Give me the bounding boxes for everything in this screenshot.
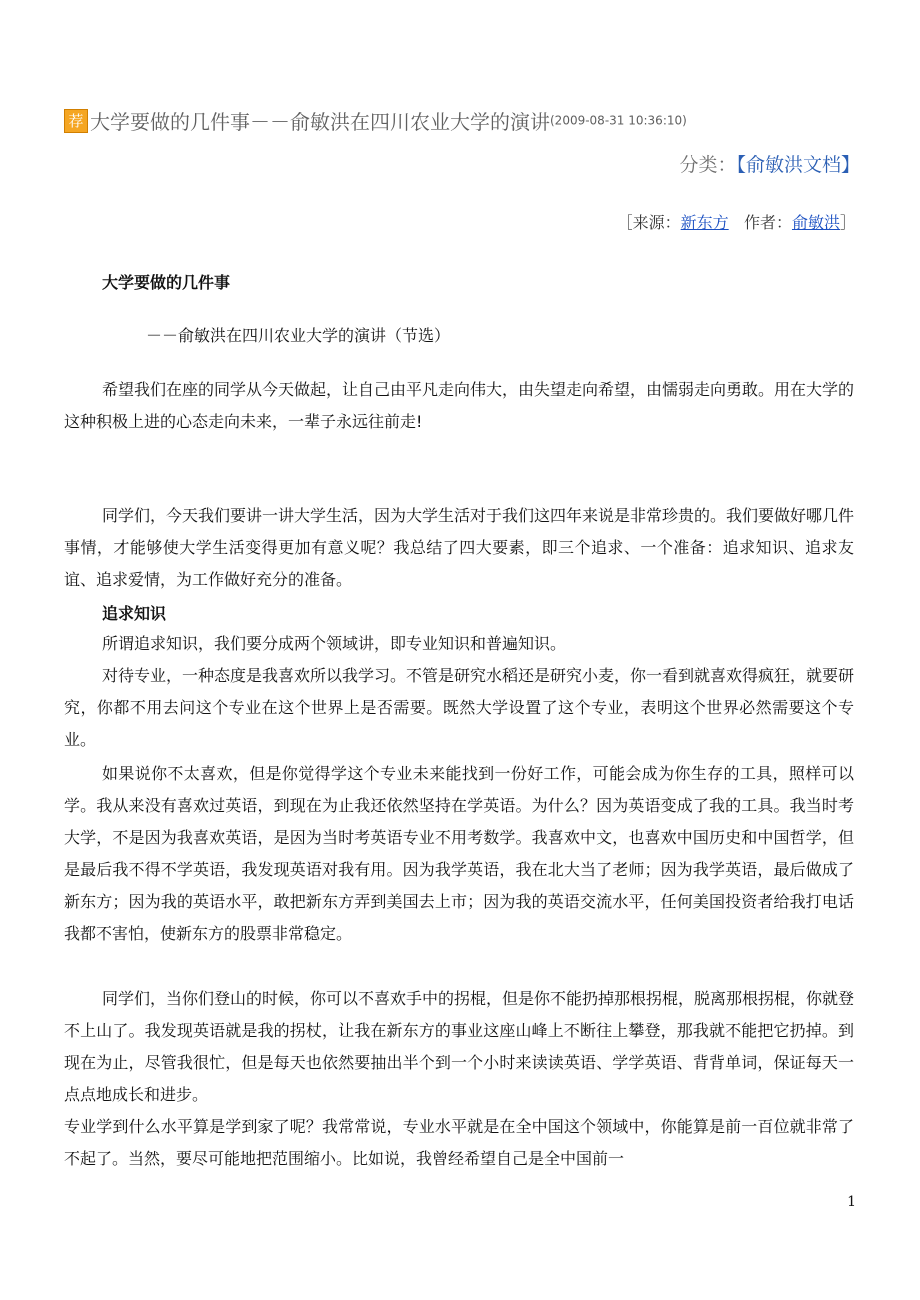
author-label: 作者：: [743, 213, 792, 232]
category-link[interactable]: 【俞敏洪文档】: [736, 154, 860, 176]
paragraph-3: 所谓追求知识，我们要分成两个领域讲，即专业知识和普遍知识。: [102, 634, 567, 653]
category-label: 分类：: [679, 154, 737, 176]
post-datetime: (2009-08-31 10:36:10): [550, 113, 687, 128]
category-line: [679, 150, 860, 177]
paragraph-2: 同学们，今天我们要讲一讲大学生活，因为大学生活对于我们这四年来说是非常珍贵的。我们要做好哪几件事情，才能够使大学生活变得更加有意义呢？我总结了四大要素，即三个追求、一个准备：追求知识、追求友谊、追求爱情，为工作做好充分的准备。: [64, 506, 855, 589]
source-link[interactable]: 新东方: [680, 213, 729, 232]
section-heading-knowledge: 追求知识: [102, 604, 167, 623]
paragraph-6: 同学们，当你们登山的时候，你可以不喜欢手中的拐棍，但是你不能扔掉那根拐棍，脱离那根拐棍，你就登不上山了。我发现英语就是我的拐杖，让我在新东方的事业这座山峰上不断往上攀登，那我就不能把它扔掉。到现在为止，尽管我很忙，但是每天也依然要抽出半个到一个小时来读读英语、学学英语、背背单词，保证每天一点点地成长和进步。: [64, 989, 855, 1104]
post-title-line: [64, 106, 864, 136]
author-link[interactable]: 俞敏洪: [791, 213, 840, 232]
paragraph-1: 希望我们在座的同学从今天做起，让自己由平凡走向伟大，由失望走向希望，由懦弱走向勇敢。用在大学的这种积极上进的心态走向未来，一辈子永远往前走!: [64, 380, 855, 431]
article-subtitle: －－俞敏洪在四川农业大学的演讲（节选）: [146, 326, 451, 345]
paragraph-4: 对待专业，一种态度是我喜欢所以我学习。不管是研究水稻还是研究小麦，你一看到就喜欢得疯狂，就要研究，你都不用去问这个专业在这个世界上是否需要。既然大学设置了这个专业，表明这个世界必然需要这个专业。: [64, 666, 855, 749]
paragraph-5: 如果说你不太喜欢，但是你觉得学这个专业未来能找到一份好工作，可能会成为你生存的工具，照样可以学。我从来没有喜欢过英语，到现在为止我还依然坚持在学英语。为什么？因为英语变成了我的工具。我当时考大学，不是因为我喜欢英语，是因为当时考英语专业不用考数学。我喜欢中文，也喜欢中国历史和中国哲学，但是最后我不得不学英语，我发现英语对我有用。因为我学英语，我在北大当了老师；因为我学英语，最后做成了新东方；因为我的英语水平，敢把新东方弄到美国去上市；因为我的英语交流水平，任何美国投资者给我打电话我都不害怕，使新东方的股票非常稳定。: [64, 764, 854, 943]
article-title: 大学要做的几件事: [102, 273, 231, 292]
source-close: ］: [839, 213, 856, 232]
source-label: ［来源：: [616, 213, 681, 232]
recommend-icon: 荐: [64, 109, 88, 133]
source-line: [617, 210, 856, 233]
paragraph-7: 专业学到什么水平算是学到家了呢？我常常说，专业水平就是在全中国这个领域中，你能算是前一百位就非常了不起了。当然，要尽可能地把范围缩小。比如说，我曾经希望自己是全中国前一: [64, 1117, 854, 1168]
post-title: 大学要做的几件事－－俞敏洪在四川农业大学的演讲: [90, 110, 550, 134]
page-number: 1: [847, 1194, 856, 1210]
